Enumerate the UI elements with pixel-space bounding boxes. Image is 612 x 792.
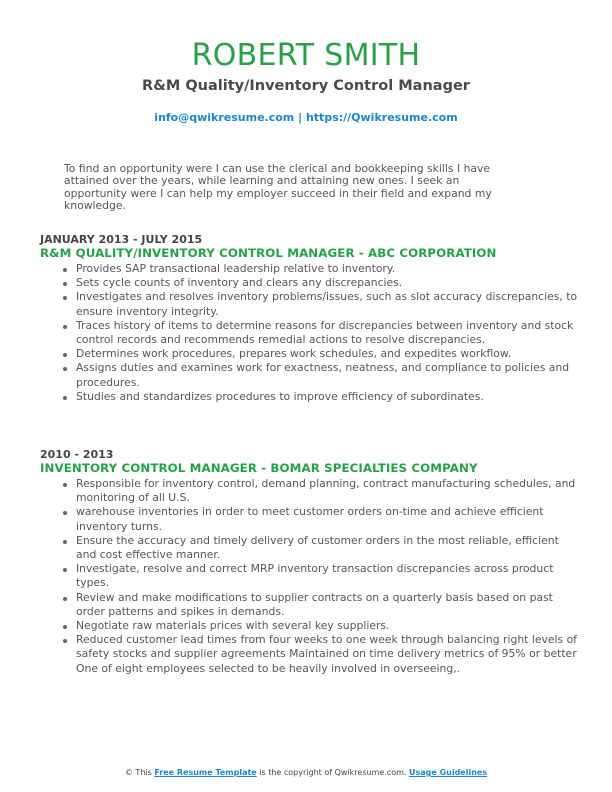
contact-separator: |: [294, 111, 306, 124]
bullet-item: Reduced customer lead times from four weeks to one week through balancing right levels of safety stocks and supplier agreements Maintained on time delivery metrics of 95% or better One of eight employees selected to be heavily involved in overseeing,.: [40, 633, 580, 676]
bullet-item: Responsible for inventory control, demand planning, contract manufacturing schedules, and monitoring of all U.S.: [40, 477, 580, 505]
bullet-item: Investigates and resolves inventory problems/issues, such as slot accuracy discrepancies, to ensure inventory integrity.: [40, 290, 580, 318]
bullet-item: Assigns duties and examines work for exactness, neatness, and compliance to policies and procedures.: [40, 361, 580, 389]
bullet-item: Review and make modifications to supplier contracts on a quarterly basis based on past order patterns and spikes in demands.: [40, 591, 580, 619]
job-dates: JANUARY 2013 - JULY 2015: [40, 233, 203, 246]
email-link[interactable]: info@qwikresume.com: [154, 111, 295, 124]
bullet-item: Ensure the accuracy and timely delivery of customer orders in the most reliable, efficient and cost effective manner.: [40, 534, 580, 562]
bullet-item: Negotiate raw materials prices with several key suppliers.: [40, 619, 580, 633]
bullet-item: Provides SAP transactional leadership relative to inventory.: [40, 262, 580, 276]
job-dates: 2010 - 2013: [40, 448, 114, 461]
job-entry: [40, 448, 580, 676]
footer-middle: is the copyright of Qwikresume.com.: [256, 768, 409, 777]
summary-text: To find an opportunity were I can use the clerical and bookkeeping skills I have attained over the years, while learning and attaining new ones. I seek an opportunity were I can help my employer succeed in their field and expand my knowledge.: [64, 162, 492, 213]
usage-guidelines-link[interactable]: Usage Guidelines: [408, 768, 488, 777]
bullet-item: warehouse inventories in order to meet customer orders on-time and achieve efficient inventory turns.: [40, 505, 580, 533]
bullet-item: Investigate, resolve and correct MRP inventory transaction discrepancies across product types.: [40, 562, 580, 590]
website-link[interactable]: https://Qwikresume.com: [305, 111, 458, 124]
bullet-item: Determines work procedures, prepares work schedules, and expedites workflow.: [40, 347, 580, 361]
job-bullets: [40, 477, 580, 676]
bullet-item: Sets cycle counts of inventory and clears any discrepancies.: [40, 276, 580, 290]
job-bullets: [40, 262, 580, 404]
job-entry: [40, 233, 580, 404]
free-resume-template-link[interactable]: Free Resume Template: [154, 768, 257, 777]
job-title: R&M QUALITY/INVENTORY CONTROL MANAGER - ABC CORPORATION: [40, 246, 497, 260]
candidate-role: R&M Quality/Inventory Control Manager: [142, 78, 470, 94]
bullet-item: Studies and standardizes procedures to improve efficiency of subordinates.: [40, 390, 580, 404]
footer: [0, 768, 612, 777]
contact-line: [0, 111, 612, 125]
bullet-item: Traces history of items to determine reasons for discrepancies between inventory and stock control records and recommends remedial actions to resolve discrepancies.: [40, 319, 580, 347]
job-title: INVENTORY CONTROL MANAGER - BOMAR SPECIALTIES COMPANY: [40, 461, 478, 475]
footer-prefix: © This: [124, 768, 155, 777]
candidate-name: ROBERT SMITH: [191, 38, 421, 73]
